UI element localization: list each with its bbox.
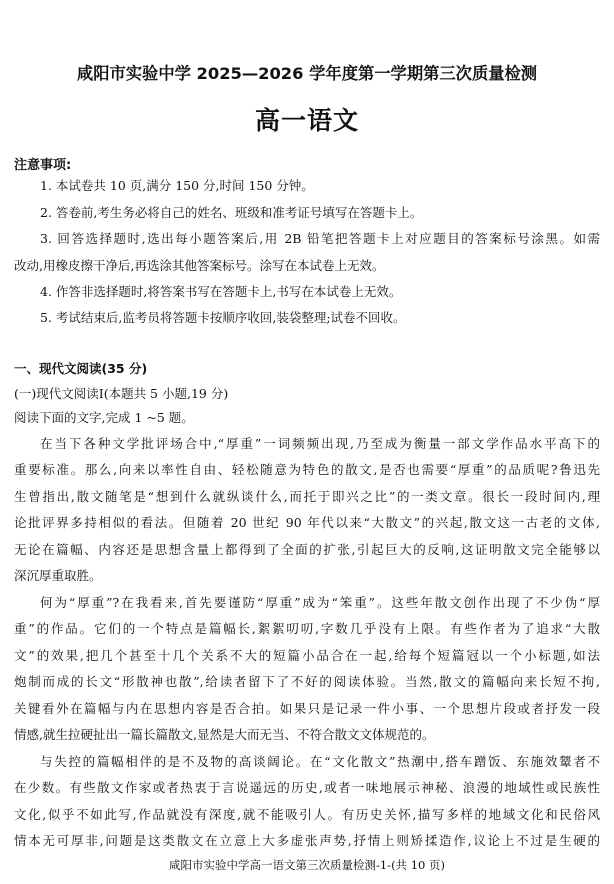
page-footer: 咸阳市实验中学高一语文第三次质量检测-1-(共 10 页) xyxy=(168,858,445,872)
reading-instruction: 阅读下面的文字,完成 1 ~5 题。 xyxy=(14,410,194,425)
section-heading: 一、现代文阅读(35 分) xyxy=(14,361,148,376)
sub-section-heading: (一)现代文阅读Ⅰ(本题共 5 小题,19 分) xyxy=(14,386,229,401)
notice-item-4: 4. 作答非选择题时,将答案书写在答题卡上,书写在本试卷上无效。 xyxy=(40,284,402,299)
passage-line: 深沉厚重取胜。 xyxy=(14,568,102,583)
passage-line: 在少数。有些散文作家或者热衷于言说遥远的历史,或者一味地展示神秘、浪漫的地域性或民族性 xyxy=(14,780,600,795)
passage-line: 炮制而成的长文“形散神也散”,给读者留下了不好的阅读体验。当然,散文的篇幅向来长短不拘, xyxy=(14,674,600,689)
passage-line: 论批评界多持相似的看法。但随着 20 世纪 90 年代以来“大散文”的兴起,散文这一古老的文体, xyxy=(14,515,600,530)
passage-line: 与失控的篇幅相伴的是不及物的高谈阔论。在“文化散文”热潮中,搭车蹭饭、东施效颦者不 xyxy=(40,754,600,769)
notice-item-3: 3. 回答选择题时,选出每小题答案后,用 2B 铅笔把答题卡上对应题目的答案标号涂黑。如需 xyxy=(40,231,600,246)
passage-line: 情本无可厚非,问题是这类散文在立意上大多虚张声势,抒情上则矫揉造作,议论上不过是生硬的 xyxy=(14,833,600,848)
subject-title: 高一语文 xyxy=(254,106,359,135)
notice-item-3-cont: 改动,用橡皮擦干净后,再选涂其他答案标号。涂写在本试卷上无效。 xyxy=(14,258,385,273)
notice-item-5: 5. 考试结束后,监考员将答题卡按顺序收回,装袋整理;试卷不回收。 xyxy=(40,310,406,325)
passage-line: 情感,就生拉硬扯出一篇长篇散文,显然是大而无当、不符合散文文体规范的。 xyxy=(14,727,435,742)
notice-item-1: 1. 本试卷共 10 页,满分 150 分,时间 150 分钟。 xyxy=(40,178,314,193)
passage-line: 文化,似乎不如此写,作品就没有深度,就不能吸引人。有历史关怀,描写多样的地域文化和民俗风 xyxy=(14,807,600,822)
passage-line: 在当下各种文学批评场合中,“厚重”一词频频出现,乃至成为衡量一部文学作品水平高下的 xyxy=(40,436,600,451)
notice-heading: 注意事项: xyxy=(14,158,72,173)
passage-line: 生曾指出,散文随笔是“想到什么就纵谈什么,而托于即兴之比”的一类文章。很长一段时间内,理 xyxy=(14,489,600,504)
passage-line: 重要标准。那么,向来以率性自由、轻松随意为特色的散文,是否也需要“厚重”的品质呢?鲁迅先 xyxy=(14,462,600,477)
passage-line: 关键看外在篇幅与内在思想内容是否合拍。如果只是记录一件小事、一个思想片段或者抒发一段 xyxy=(14,701,600,716)
passage-line: 文”的效果,把几个甚至十几个关系不大的短篇小品合在一起,给每个短篇冠以一个小标题,如法 xyxy=(14,648,600,663)
exam-title: 咸阳市实验中学 2025—2026 学年度第一学期第三次质量检测 xyxy=(76,64,538,83)
passage-line: 无论在篇幅、内容还是思想含量上都得到了全面的扩张,引起巨大的反响,这证明散文完全能够以 xyxy=(14,542,600,557)
notice-item-2: 2. 答卷前,考生务必将自己的姓名、班级和准考证号填写在答题卡上。 xyxy=(40,205,423,220)
passage-line: 重”的作品。它们的一个特点是篇幅长,絮絮叨叨,字数几乎没有上限。有些作者为了追求“大散 xyxy=(14,621,600,636)
passage-line: 何为“厚重”?在我看来,首先要谨防“厚重”成为“笨重”。这些年散文创作出现了不少伪“厚 xyxy=(40,595,600,610)
